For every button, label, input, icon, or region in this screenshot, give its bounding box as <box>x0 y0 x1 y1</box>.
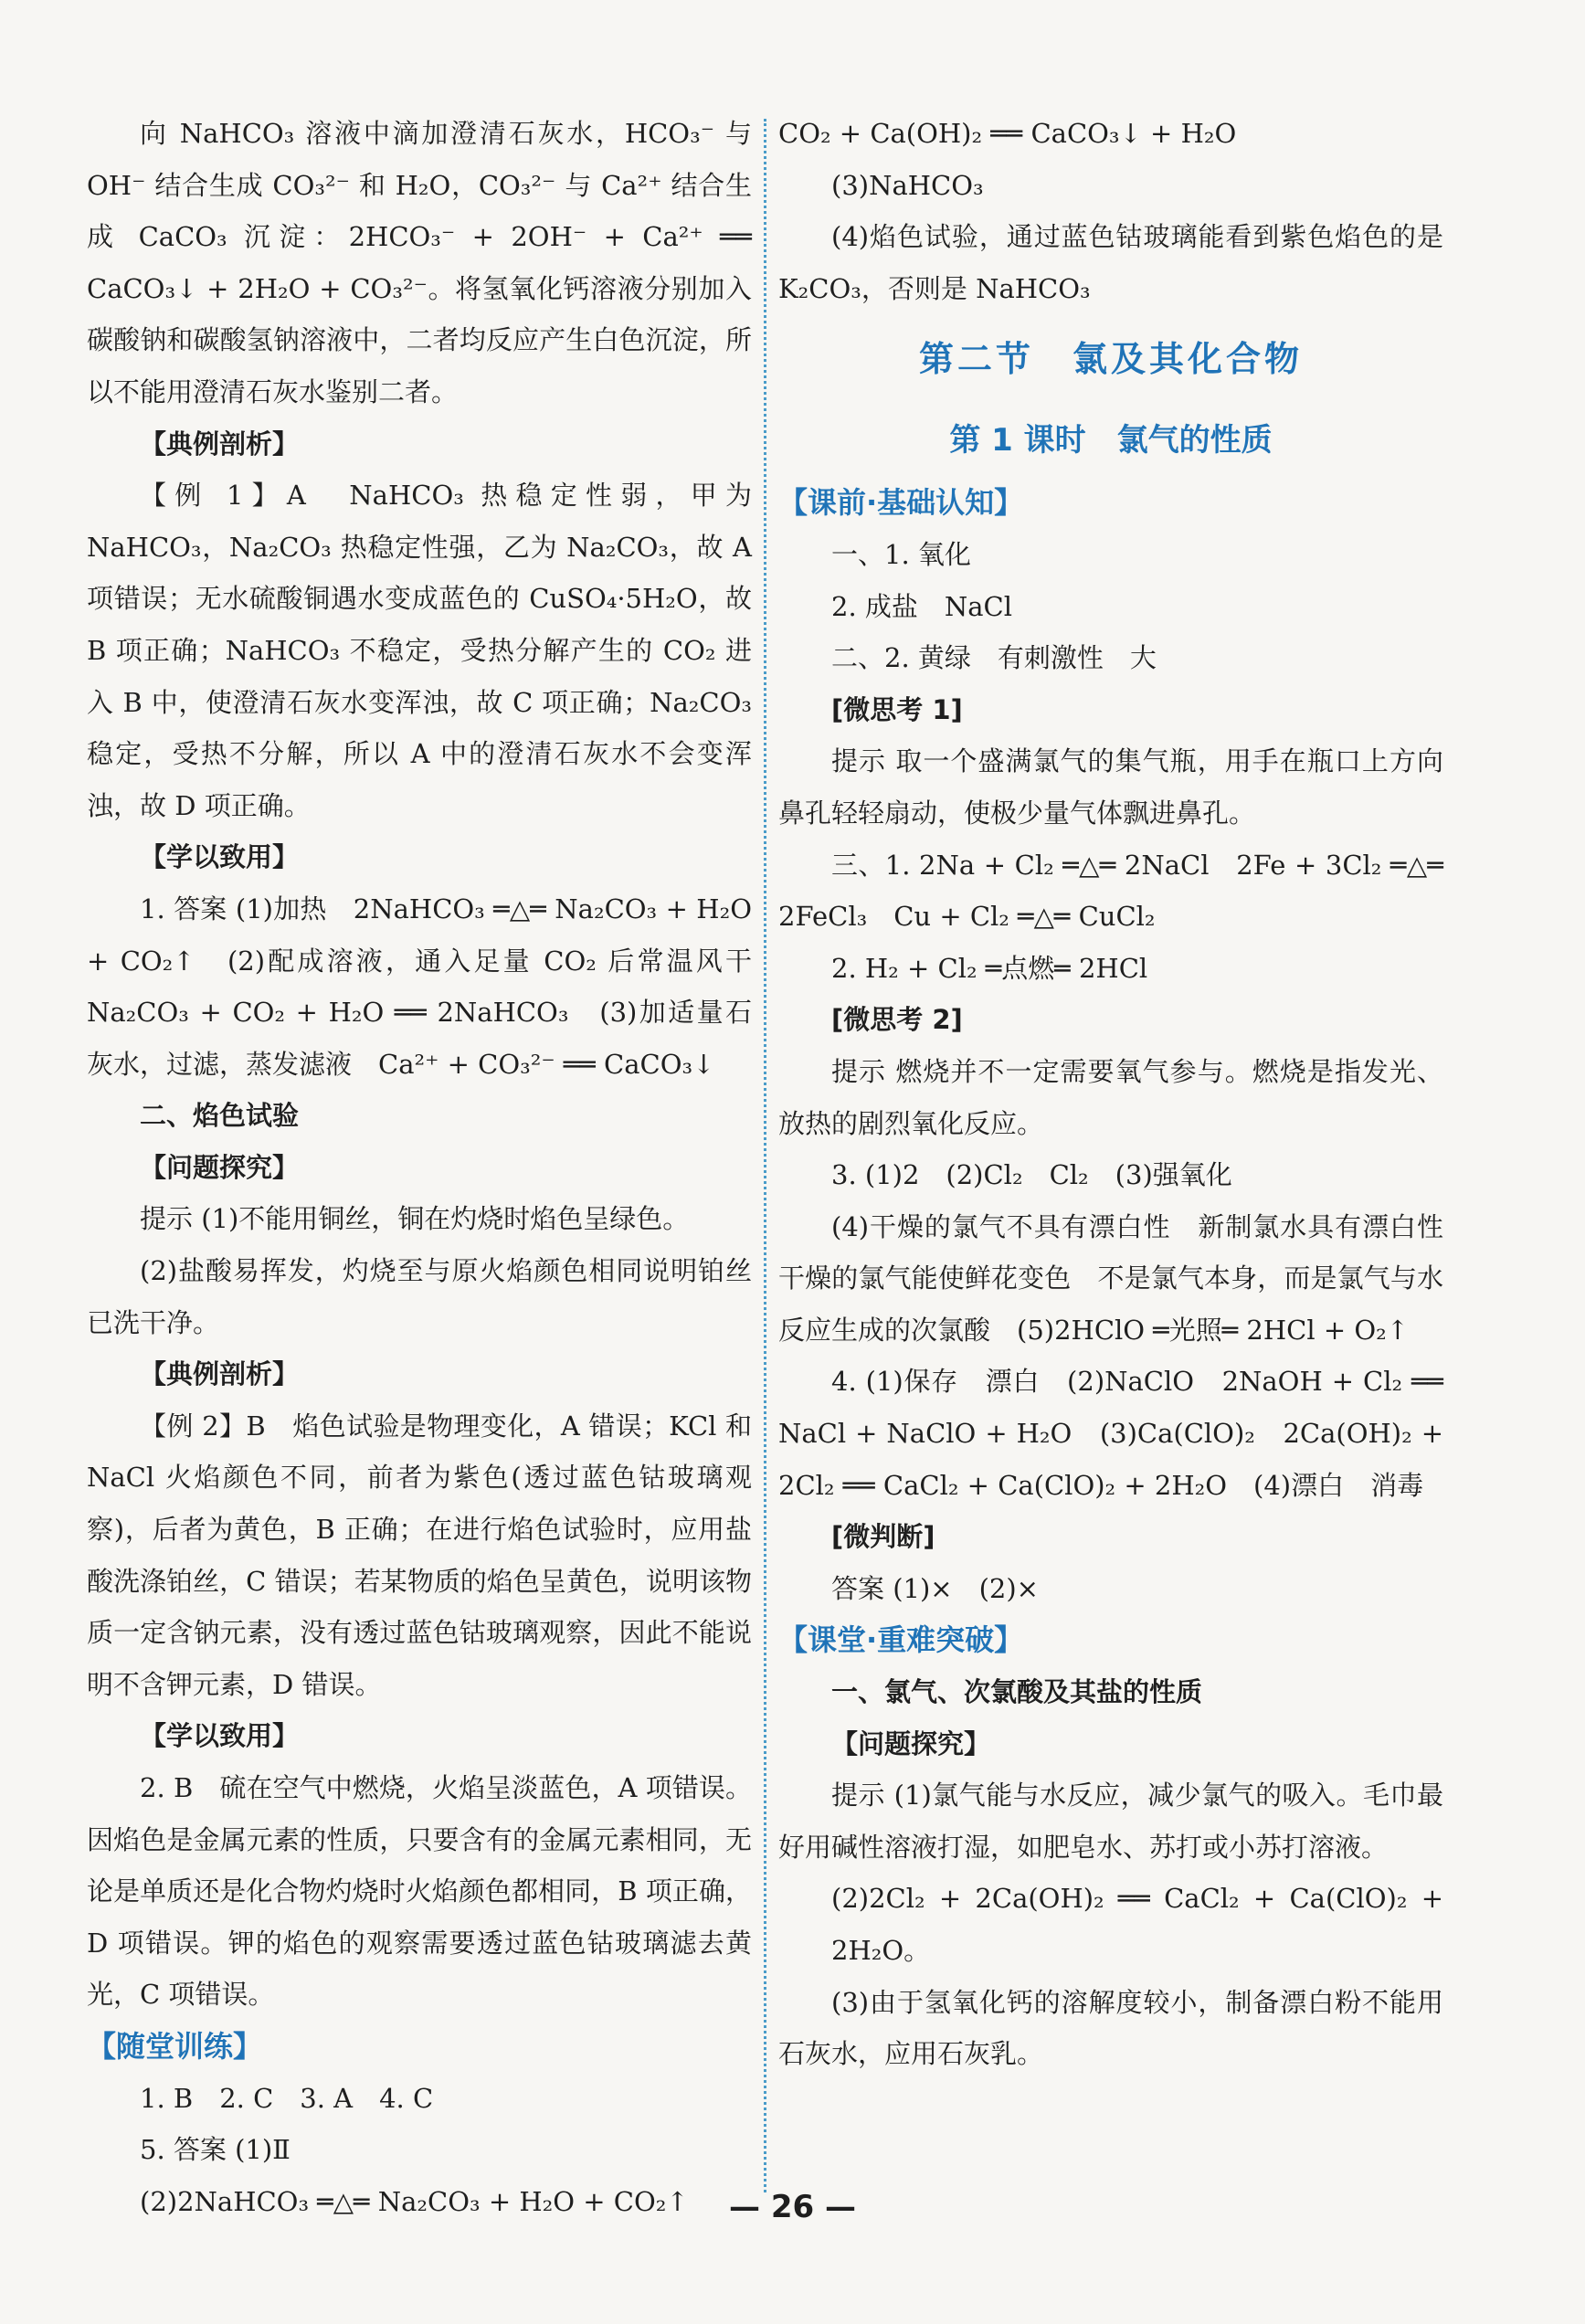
paragraph: 【例 1】A NaHCO₃ 热稳定性弱，甲为 NaHCO₃，Na₂CO₃ 热稳定性强，乙为 Na₂CO₃，故 A 项错误；无水硫酸铜遇水变成蓝色的 CuSO₄·5H₂O，故 B 项正确；NaHCO₃ 不稳定，受热分解产生的 CO₂ 进入 B 中，使澄清石灰水变浑浊，故 C 项正确；Na₂CO₃ 稳定，受热不分解，所以 A 中的澄清石灰水不会变浑浊，故 D 项正确。 <box>87 480 752 821</box>
paragraph: 二、2. 黄绿 有刺激性 大 <box>831 642 1157 674</box>
paragraph: (2)2NaHCO₃ ═△═ Na₂CO₃ + H₂O + CO₂↑ <box>140 2185 689 2217</box>
subheading: 二、焰色试验 <box>140 1100 300 1132</box>
lesson-title: 第 1 课时 氯气的性质 <box>949 422 1273 460</box>
section-label: [微思考 1] <box>831 693 963 725</box>
section-label: 【学以致用】 <box>140 841 300 873</box>
paragraph: (4)焰色试验，通过蓝色钴玻璃能看到紫色焰色的是 K₂CO₃，否则是 NaHCO₃ <box>778 221 1443 304</box>
paragraph: 5. 答案 (1)Ⅱ <box>140 2134 291 2166</box>
section-label: 【典例剖析】 <box>140 428 300 460</box>
section-title: 第二节 氯及其化合物 <box>918 339 1303 380</box>
column-divider <box>764 119 766 2192</box>
section-label: [微判断] <box>831 1521 935 1553</box>
paragraph: (2)盐酸易挥发，灼烧至与原火焰颜色相同说明铂丝已洗干净。 <box>87 1255 752 1338</box>
left-column <box>87 108 779 2227</box>
paragraph: 三、1. 2Na + Cl₂ ═△═ 2NaCl 2Fe + 3Cl₂ ═△═ 2FeCl₃ Cu + Cl₂ ═△═ CuCl₂ <box>778 849 1443 933</box>
paragraph: 1. B 2. C 3. A 4. C <box>140 2082 434 2114</box>
paragraph: (3)由于氢氧化钙的溶解度较小，制备漂白粉不能用石灰水，应用石灰乳。 <box>778 1986 1443 2070</box>
section-label: 【学以致用】 <box>140 1720 300 1752</box>
paragraph: (3)NaHCO₃ <box>831 169 984 201</box>
section-label: 【典例剖析】 <box>140 1358 300 1390</box>
paragraph: CO₂ + Ca(OH)₂ ══ CaCO₃↓ + H₂O <box>778 118 1237 149</box>
subheading: 一、氯气、次氯酸及其盐的性质 <box>831 1676 1203 1708</box>
paragraph: 提示 燃烧并不一定需要氧气参与。燃烧是指发光、放热的剧烈氧化反应。 <box>778 1055 1443 1139</box>
paragraph: 4. (1)保存 漂白 (2)NaClO 2NaOH + Cl₂ ══ NaCl + NaClO + H₂O (3)Ca(ClO)₂ 2Ca(OH)₂ + 2Cl₂ ══ CaCl₂ + Ca(ClO)₂ + 2H₂O (4)漂白 消毒 <box>778 1366 1443 1501</box>
paragraph: 2. H₂ + Cl₂ ═点燃═ 2HCl <box>831 952 1148 984</box>
section-label: 【问题探究】 <box>140 1151 300 1183</box>
paragraph: (4)干燥的氯气不具有漂白性 新制氯水具有漂白性 干燥的氯气能使鲜花变色 不是氯气本身，而是氯气与水反应生成的次氯酸 (5)2HClO ═光照═ 2HCl + O₂↑ <box>778 1210 1471 1346</box>
paragraph: 向 NaHCO₃ 溶液中滴加澄清石灰水，HCO₃⁻ 与 OH⁻ 结合生成 CO₃²⁻ 和 H₂O，CO₃²⁻ 与 Ca²⁺ 结合生成 CaCO₃ 沉淀：2HCO₃⁻ + 2OH⁻ + Ca²⁺ ══ CaCO₃↓ + 2H₂O + CO₃²⁻。将氢氧化钙溶液分别加入碳酸钠和碳酸氢钠溶液中，二者均反应产生白色沉淀，所以不能用澄清石灰水鉴别二者。 <box>87 118 752 407</box>
section-label: 【问题探究】 <box>831 1727 991 1759</box>
section-heading: 【课前·基础认知】 <box>778 485 1024 521</box>
paragraph: 提示 (1)不能用铜丝，铜在灼烧时焰色呈绿色。 <box>140 1203 690 1235</box>
paragraph: 2. B 硫在空气中燃烧，火焰呈淡蓝色，A 项错误。因焰色是金属元素的性质，只要含有的金属元素相同，无论是单质还是化合物灼烧时火焰颜色都相同，B 项正确，D 项错误。钾的焰色的观察需要透过蓝色钴玻璃滤去黄光，C 项错误。 <box>87 1772 752 2011</box>
paragraph: 提示 (1)氯气能与水反应，减少氯气的吸入。毛巾最好用碱性溶液打湿，如肥皂水、苏打或小苏打溶液。 <box>778 1780 1443 1863</box>
page-number: — 26 — <box>729 2189 856 2225</box>
paragraph: 3. (1)2 (2)Cl₂ Cl₂ (3)强氧化 <box>831 1159 1232 1191</box>
section-heading: 【课堂·重难突破】 <box>778 1622 1024 1658</box>
right-column <box>778 108 1471 2080</box>
paragraph: 答案 (1)× (2)× <box>831 1572 1039 1604</box>
paragraph: 【例 2】B 焰色试验是物理变化，A 错误；KCl 和 NaCl 火焰颜色不同，前者为紫色(透过蓝色钴玻璃观察)，后者为黄色，B 正确；在进行焰色试验时，应用盐酸洗涤铂丝，C 错误；若某物质的焰色呈黄色，说明该物质一定含钠元素，没有透过蓝色钴玻璃观察，因此不能说明不含钾元素，D 错误。 <box>87 1410 752 1700</box>
paragraph: 2. 成盐 NaCl <box>831 590 1013 622</box>
paragraph: 提示 取一个盛满氯气的集气瓶，用手在瓶口上方向鼻孔轻轻扇动，使极少量气体飘进鼻孔。 <box>778 745 1443 829</box>
paragraph: 1. 答案 (1)加热 2NaHCO₃ ═△═ Na₂CO₃ + H₂O + CO₂↑ (2)配成溶液，通入足量 CO₂ 后常温风干 Na₂CO₃ + CO₂ + H₂O ══ 2NaHCO₃ (3)加适量石灰水，过滤，蒸发滤液 Ca²⁺ + CO₃²⁻ ══ CaCO₃↓ <box>87 893 779 1080</box>
section-label: [微思考 2] <box>831 1004 963 1036</box>
paragraph: 一、1. 氧化 <box>831 538 971 570</box>
paragraph: (2)2Cl₂ + 2Ca(OH)₂ ══ CaCl₂ + Ca(ClO)₂ + 2H₂O。 <box>831 1883 1443 1966</box>
section-heading: 【随堂训练】 <box>87 2028 263 2064</box>
